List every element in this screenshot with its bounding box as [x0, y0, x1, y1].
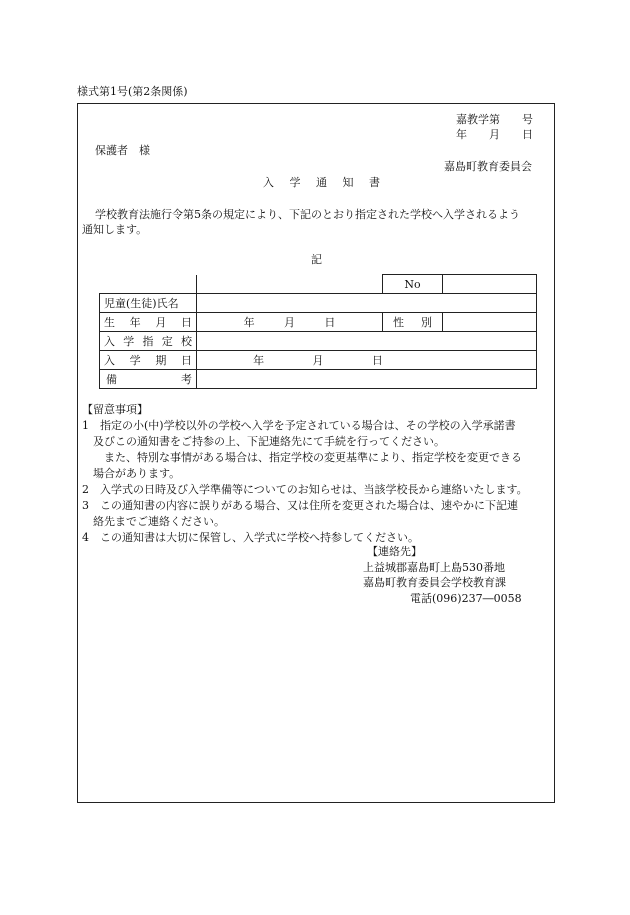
entry-date-value: 年 月 日	[197, 351, 537, 370]
note-1-line-2: 及びこの通知書をご持参の上、下記連絡先にて手続を行ってください。	[93, 435, 445, 448]
entry-form-table	[99, 274, 537, 389]
blank-cell	[197, 275, 383, 294]
recipient: 保護者 様	[95, 144, 150, 157]
doc-number: 嘉教学第 号	[456, 113, 533, 126]
note-1-line-1: 1 指定の小(中)学校以外の学校へ入学を予定されている場合は、その学校の入学承諾書	[82, 419, 516, 432]
entry-label-cell: 入 学 期 日	[100, 351, 197, 370]
note-1-line-4: 場合があります。	[93, 467, 181, 480]
remarks-value	[197, 370, 537, 389]
contact-heading: 【連絡先】	[367, 545, 422, 558]
no-value	[443, 275, 537, 294]
student-name-label: 児童(生徒)氏名	[100, 294, 197, 313]
sex-label-cell: 性 別	[383, 313, 443, 332]
note-3-line-1: 3 この通知書の内容に誤りがある場合、又は住所を変更された場合は、速やかに下記連	[82, 499, 518, 512]
issue-date: 年 月 日	[456, 128, 533, 141]
note-1-line-3: また、特別な事情がある場合は、指定学校の変更基準により、指定学校を変更できる	[93, 451, 522, 464]
school-label-cell: 入 学 指 定 校	[100, 332, 197, 351]
note-3-line-2: 絡先までご連絡ください。	[93, 515, 225, 528]
no-label: No	[383, 275, 443, 294]
note-2: 2 入学式の日時及び入学準備等についてのお知らせは、当該学校長から連絡いたします。	[82, 483, 528, 496]
sex-value	[443, 313, 537, 332]
body-text-line-2: 通知します。	[82, 223, 148, 236]
contact-phone: 電話(096)237―0058	[410, 592, 522, 605]
notes-heading: 【留意事項】	[82, 403, 148, 416]
ki-label: 記	[311, 253, 322, 266]
school-value	[197, 332, 537, 351]
student-name-value	[197, 294, 537, 313]
birth-date-value: 年 月 日	[197, 313, 383, 332]
blank-cell	[100, 275, 197, 294]
body-text-line-1: 学校教育法施行令第5条の規定により、下記のとおり指定された学校へ入学されるよう	[95, 208, 520, 221]
birth-label-cell: 生 年 月 日	[100, 313, 197, 332]
note-4: 4 この通知書は大切に保管し、入学式に学校へ持参してください。	[82, 531, 419, 544]
form-label: 様式第1号(第2条関係)	[77, 85, 188, 98]
contact-address: 上益城郡嘉島町上島530番地	[363, 561, 505, 574]
remarks-label-cell: 備 考	[100, 370, 197, 389]
document-title: 入 学 通 知 書	[263, 176, 386, 189]
notes-section	[82, 402, 552, 546]
issuer: 嘉島町教育委員会	[444, 160, 532, 173]
contact-department: 嘉島町教育委員会学校教育課	[363, 576, 506, 589]
